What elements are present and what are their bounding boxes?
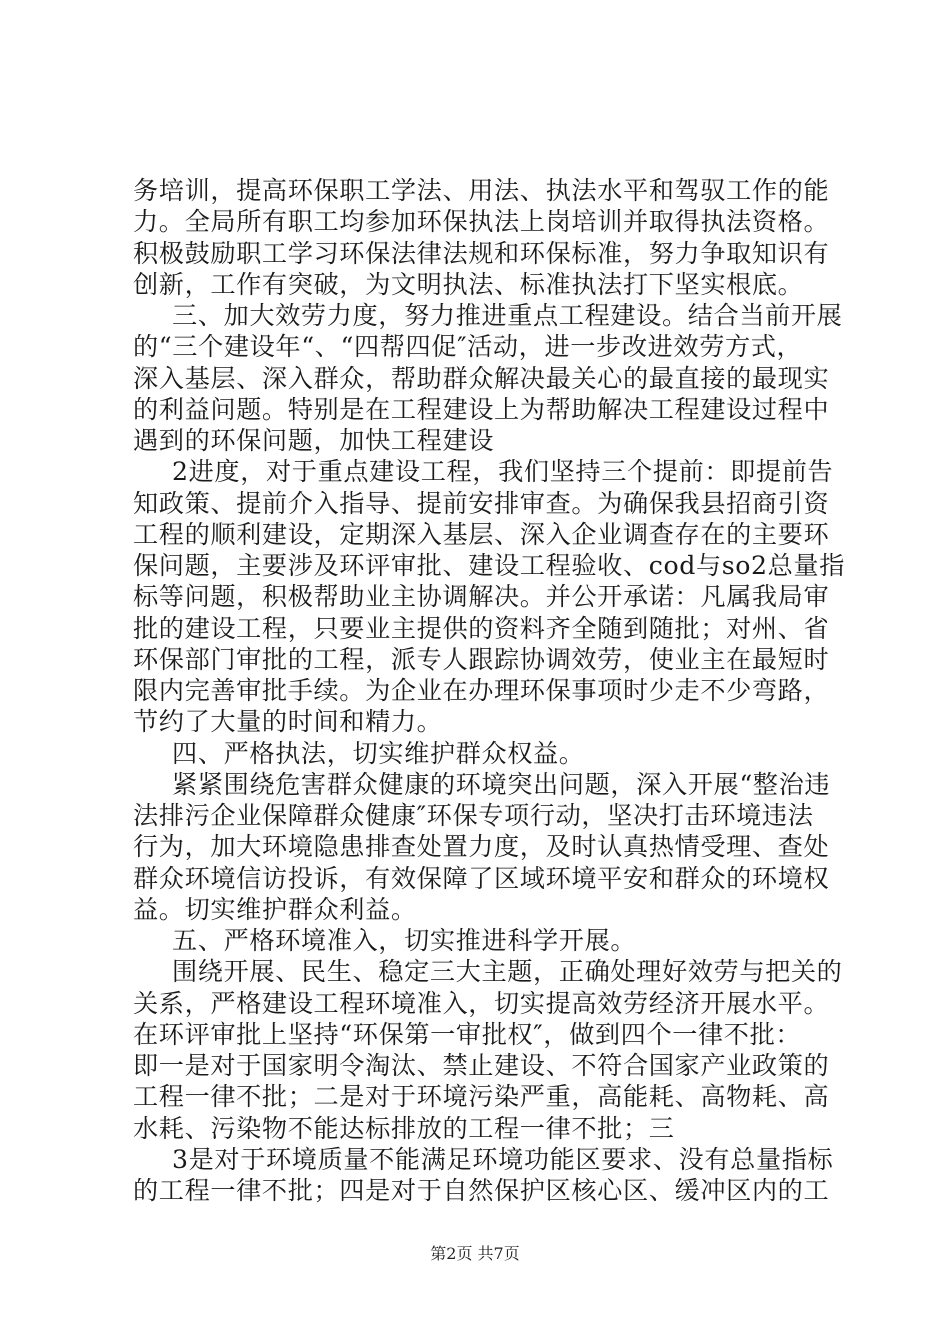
text-line: 群众环境信访投诉，有效保障了区域环境平安和群众的环境权 (133, 864, 830, 893)
section-heading-3: 三、加大效劳力度，努力推进重点工程建设。结合当前开展 (172, 301, 843, 330)
section-heading-4: 四、严格执法，切实维护群众权益。 (172, 739, 585, 768)
text-line: 在环评审批上坚持“环保第一审批权″，做到四个一律不批： (133, 1020, 802, 1049)
text-line: 即一是对于国家明令淘汰、禁止建设、不符合国家产业政策的 (133, 1051, 830, 1080)
text-line: 工程一律不批；二是对于环境污染严重，高能耗、高物耗、高 (133, 1082, 830, 1111)
text-line: 关系，严格建设工程环境准入，切实提高效劳经济开展水平。 (133, 989, 830, 1018)
text-line: 节约了大量的时间和精力。 (133, 707, 443, 736)
text-line: 2进度，对于重点建设工程，我们坚持三个提前：即提前告 (172, 457, 834, 486)
text-line: 的利益问题。特别是在工程建设上为帮助解决工程建设过程中 (133, 395, 830, 424)
section-heading-5: 五、严格环境准入，切实推进科学开展。 (172, 926, 637, 955)
text-line: 遇到的环保问题，加快工程建设 (133, 426, 495, 455)
text-line: 紧紧围绕危害群众健康的环境突出问题，深入开展“整治违 (172, 770, 831, 799)
text-line: 益。切实维护群众利益。 (133, 895, 417, 924)
text-line: 保问题，主要涉及环评审批、建设工程验收、cod与so2总量指 (133, 551, 846, 580)
text-line: 工程的顺利建设，定期深入基层、深入企业调查存在的主要环 (133, 520, 830, 549)
page-number-footer: 第2页 共7页 (430, 1244, 520, 1263)
text-line: 标等问题，积极帮助业主协调解决。并公开承诺：凡属我局审 (133, 582, 830, 611)
text-line: 围绕开展、民生、稳定三大主题，正确处理好效劳与把关的 (172, 957, 843, 986)
text-line: 的工程一律不批；四是对于自然保护区核心区、缓冲区内的工 (133, 1176, 830, 1205)
text-line: 水耗、污染物不能达标排放的工程一律不批；三 (133, 1114, 675, 1143)
text-line: 深入基层、深入群众，帮助群众解决最关心的最直接的最现实 (133, 364, 830, 393)
text-line: 环保部门审批的工程，派专人跟踪协调效劳，使业主在最短时 (133, 645, 830, 674)
text-line: 积极鼓励职工学习环保法律法规和环保标准，努力争取知识有 (133, 239, 830, 268)
text-line: 知政策、提前介入指导、提前安排审查。为确保我县招商引资 (133, 489, 830, 518)
text-line: 批的建设工程，只要业主提供的资料齐全随到随批；对州、省 (133, 614, 830, 643)
text-line: 限内完善审批手续。为企业在办理环保事项时少走不少弯路， (133, 676, 830, 705)
text-line: 力。全局所有职工均参加环保执法上岗培训并取得执法资格。 (133, 207, 830, 236)
text-line: 的“三个建设年“、“四帮四促″活动，进一步改进效劳方式， (133, 332, 803, 361)
text-line: 行为，加大环境隐患排查处置力度，及时认真热情受理、查处 (133, 832, 830, 861)
text-line: 创新，工作有突破，为文明执法、标准执法打下坚实根底。 (133, 270, 804, 299)
text-line: 3是对于环境质量不能满足环境功能区要求、没有总量指标 (172, 1145, 834, 1174)
text-line: 法排污企业保障群众健康″环保专项行动，坚决打击环境违法 (133, 801, 814, 830)
text-line: 务培训，提高环保职工学法、用法、执法水平和驾驭工作的能 (133, 176, 830, 205)
